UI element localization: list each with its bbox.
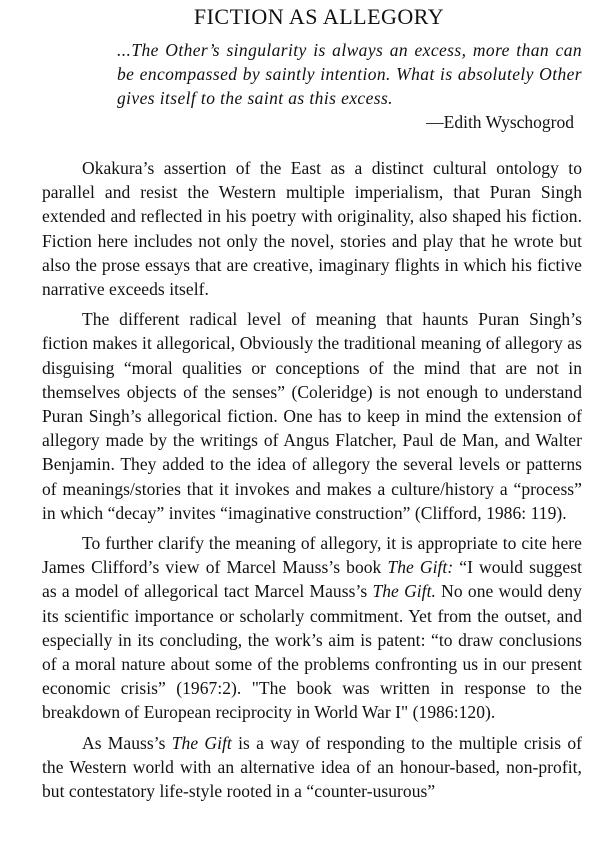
epigraph-quote: ...The Other’s singularity is always an excess, more than can be encompassed by saintly intention. What is absolutely Other gives itself to the saint as this excess.: [117, 40, 582, 108]
book-title-the-gift: The Gift.: [372, 581, 436, 602]
book-title-the-gift: The Gift:: [387, 557, 454, 578]
paragraph-3-text-a: To further clarify the meaning of allegory, it is appropriate to cite here James Clifford’s view of Marcel Mauss’s book: [42, 533, 582, 578]
paragraph-1: Okakura’s assertion of the East as a distinct cultural ontology to parallel and resist the Western multiple imperialism, that Puran Singh extended and reflected in his poetry with originality, also shaped his fiction. Fiction here includes not only the novel, stories and play that he wrote but also the prose essays that are creative, imaginary flights in which his fictive narrative exceeds itself.: [42, 158, 582, 300]
paragraph-4: [42, 731, 582, 804]
paragraph-2: The different radical level of meaning that haunts Puran Singh’s fiction makes it allegorical, Obviously the traditional meaning of allegory as disguising “moral qualities or conceptions of the mind that are not in themselves objects of the senses” (Coleridge) is not enough to understand Puran Singh’s allegorical fiction. One has to keep in mind the extension of allegory made by the writings of Angus Flatcher, Paul de Man, and Walter Benjamin. They added to the idea of allegory the several levels or patterns of meanings/stories that it invokes and makes a culture/history a “process” in which “decay” invites “imaginative construction” (Clifford, 1986: 119).: [42, 309, 582, 523]
paragraph-4-text-a: As Mauss’s: [82, 732, 172, 753]
epigraph-attribution: —Edith Wyschogrod: [426, 112, 574, 132]
paragraph-3-text-b: “I would suggest as a model of allegorical tact Marcel Mauss’s: [42, 557, 582, 602]
book-page: [42, 0, 582, 809]
book-title-the-gift: The Gift: [171, 732, 232, 753]
chapter-title: FICTION AS ALLEGORY: [193, 4, 445, 29]
paragraph-4-text-b: is a way of responding to the multiple crisis of the Western world with an alternative idea of an honour-based, non-profit, but contestatory life-style rooted in a “counter-usurous”: [42, 732, 583, 802]
paragraph-3-text-c: No one would deny its scientific importance or scholarly commitment. Yet from the outset, and especially in its concluding, the work’s aim is patent: “to draw conclusions of a moral nature about some of the problems confronting us in our present economic crisis” (1967:2). "The book was written in response to the breakdown of European reciprocity in World War I" (1986:120).: [42, 581, 582, 723]
paragraph-3: [42, 531, 582, 725]
